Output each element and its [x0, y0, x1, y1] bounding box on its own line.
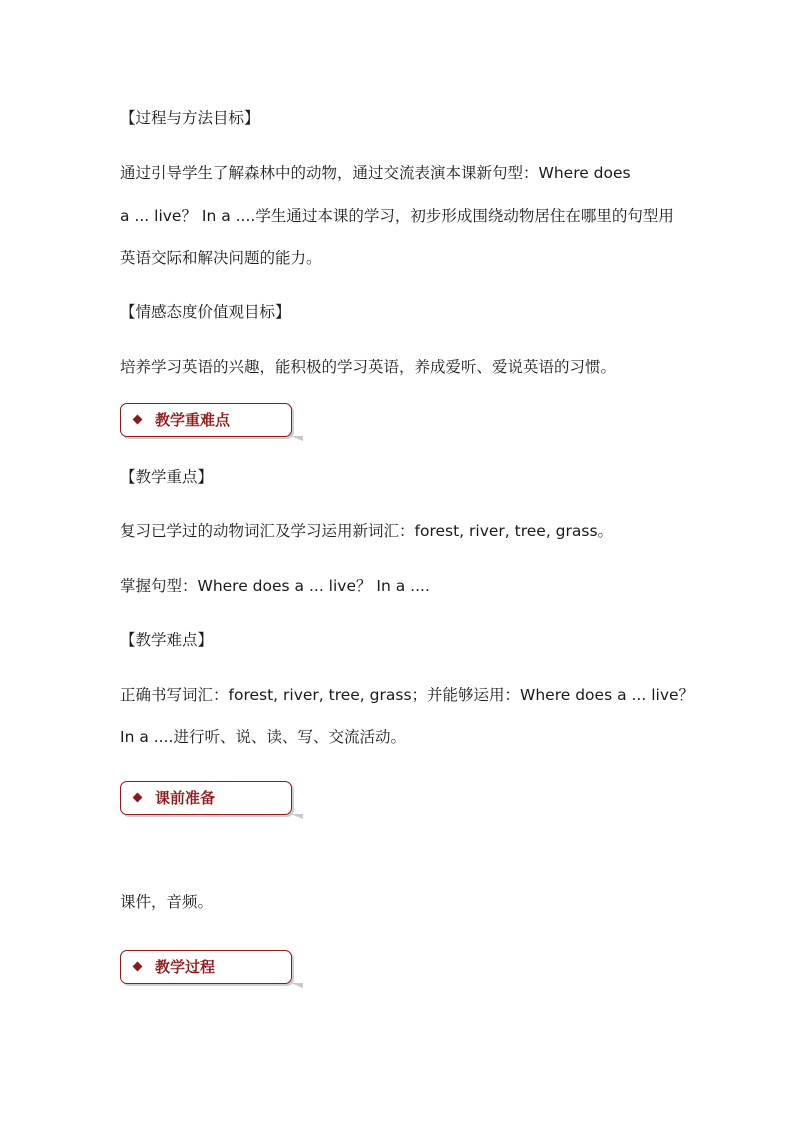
- section-header-label: 教学重难点: [155, 411, 231, 429]
- section-header-teaching-process: [120, 950, 292, 984]
- box-shadow-tail: [291, 983, 303, 988]
- process-goals-text-line: 英语交际和解决问题的能力。: [120, 249, 322, 267]
- process-goals-text-line: 通过引导学生了解森林中的动物，通过交流表演本课新句型：Where does: [120, 164, 631, 182]
- key-points-text-line: 掌握句型：Where does a ... live？ In a ....: [120, 577, 430, 595]
- key-points-heading: 【教学重点】: [120, 468, 214, 486]
- diamond-bullet-icon: [133, 793, 143, 803]
- diamond-bullet-icon: [133, 962, 143, 972]
- box-shadow-tail: [291, 436, 303, 441]
- section-header-preparation: [120, 781, 292, 815]
- difficult-points-heading: 【教学难点】: [120, 631, 214, 649]
- section-header-key-difficult: [120, 403, 292, 437]
- diamond-bullet-icon: [133, 415, 143, 425]
- emotion-goals-text-line: 培养学习英语的兴趣，能积极的学习英语，养成爱听、爱说英语的习惯。: [120, 358, 617, 376]
- section-header-label: 教学过程: [155, 958, 216, 976]
- difficult-points-text-line: 正确书写词汇：forest, river, tree, grass；并能够运用：Where does a ... live？: [120, 686, 695, 704]
- difficult-points-text-line: In a ....进行听、说、读、写、交流活动。: [120, 728, 406, 746]
- preparation-text-line: 课件，音频。: [120, 893, 214, 911]
- emotion-goals-heading: 【情感态度价值观目标】: [120, 303, 291, 321]
- section-header-label: 课前准备: [155, 789, 216, 807]
- key-points-text-line: 复习已学过的动物词汇及学习运用新词汇：forest, river, tree, grass。: [120, 522, 614, 540]
- box-shadow-tail: [291, 814, 303, 819]
- process-goals-text-line: a ... live？ In a ....学生通过本课的学习，初步形成围绕动物居住在哪里的句型用: [120, 207, 674, 225]
- process-goals-heading: 【过程与方法目标】: [120, 109, 260, 127]
